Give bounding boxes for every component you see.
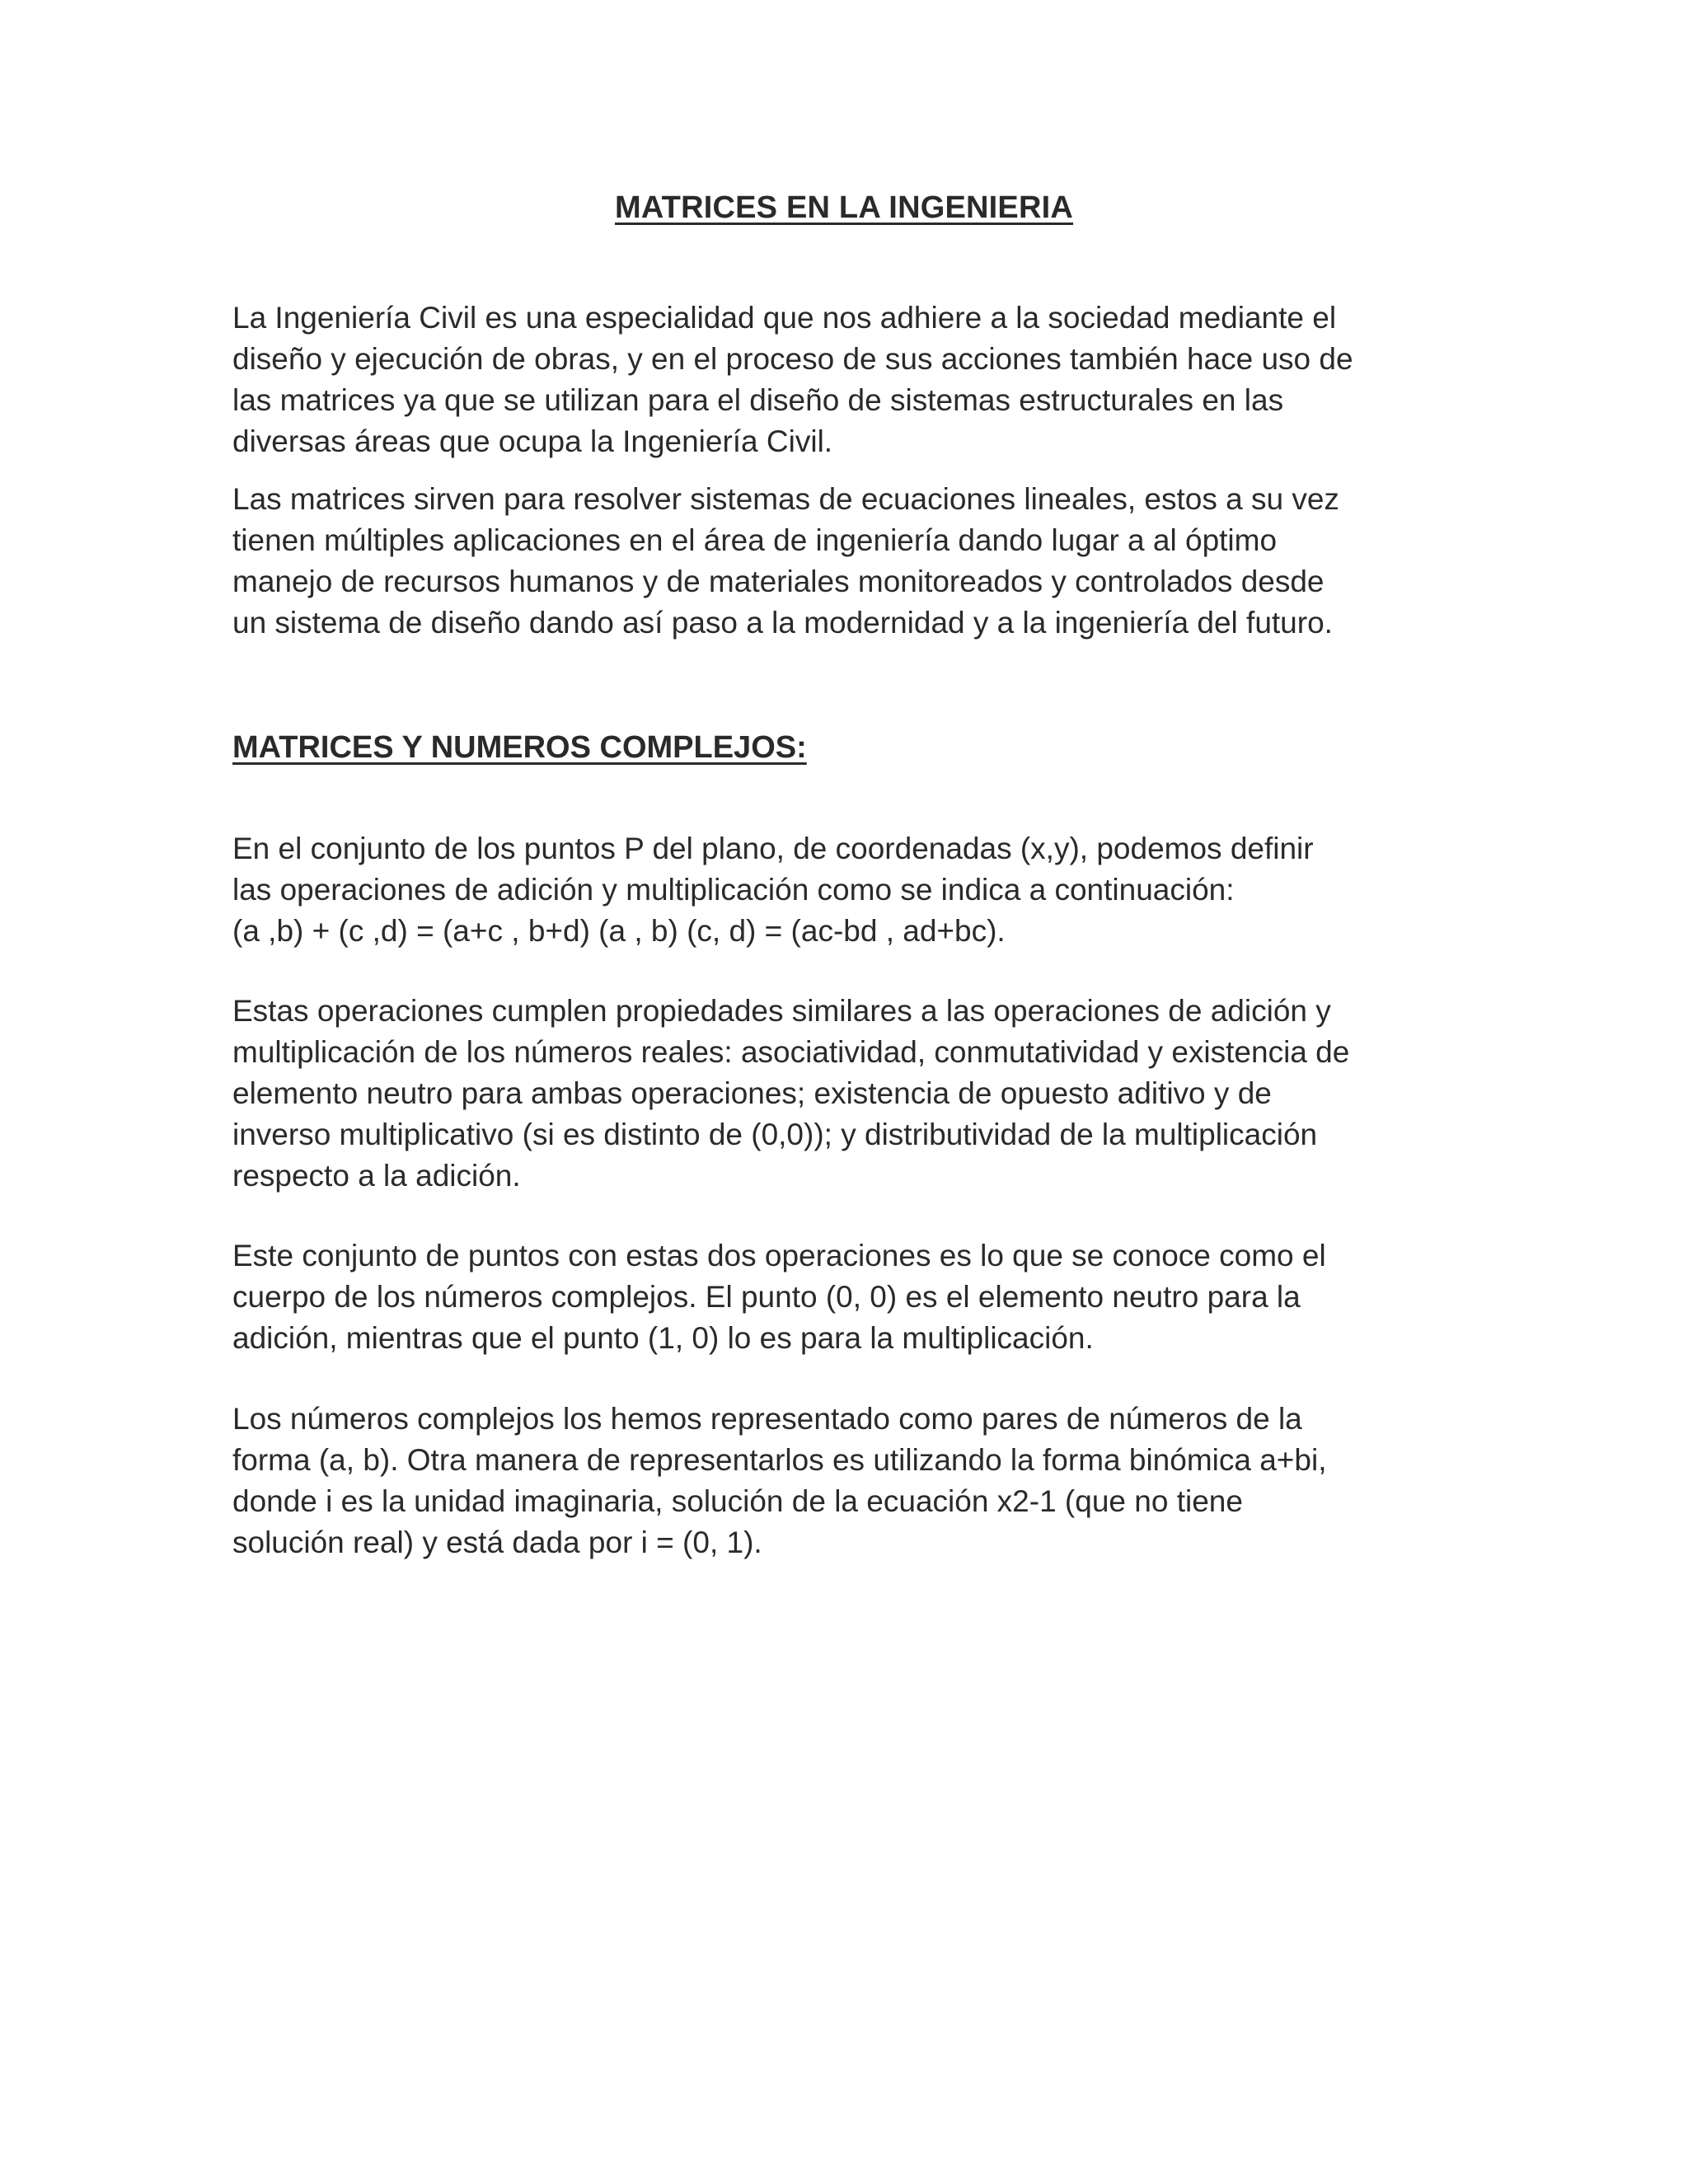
paragraph-line: diversas áreas que ocupa la Ingeniería Civil. xyxy=(232,424,833,458)
paragraph-line: un sistema de diseño dando así paso a la modernidad y a la ingeniería del futuro. xyxy=(232,606,1333,640)
paragraph-line: cuerpo de los números complejos. El punto (0, 0) es el elemento neutro para la xyxy=(232,1280,1301,1314)
paragraph-line: (a ,b) + (c ,d) = (a+c , b+d) (a , b) (c, d) = (ac-bd , ad+bc). xyxy=(232,914,1006,948)
paragraph-line: manejo de recursos humanos y de materiales monitoreados y controlados desde xyxy=(232,565,1325,598)
section-paragraph-1 xyxy=(232,828,1485,952)
section-paragraph-4 xyxy=(232,1399,1485,1563)
paragraph-line: Estas operaciones cumplen propiedades similares a las operaciones de adición y xyxy=(232,994,1331,1028)
document-title xyxy=(0,188,1688,227)
paragraph-line: tienen múltiples aplicaciones en el área de ingeniería dando lugar a al óptimo xyxy=(232,523,1278,557)
paragraph-line: La Ingeniería Civil es una especialidad que nos adhiere a la sociedad mediante el xyxy=(232,301,1337,335)
paragraph-line: Los números complejos los hemos representado como pares de números de la xyxy=(232,1402,1302,1436)
paragraph-line: donde i es la unidad imaginaria, solución de la ecuación x2-1 (que no tiene xyxy=(232,1484,1243,1518)
paragraph-line: adición, mientras que el punto (1, 0) lo es para la multiplicación. xyxy=(232,1321,1094,1355)
paragraph-line: las matrices ya que se utilizan para el diseño de sistemas estructurales en las xyxy=(232,383,1284,417)
document-title-text: MATRICES EN LA INGENIERIA xyxy=(614,190,1074,225)
paragraph-line: forma (a, b). Otra manera de representarlos es utilizando la forma binómica a+bi, xyxy=(232,1443,1327,1477)
paragraph-line: las operaciones de adición y multiplicación como se indica a continuación: xyxy=(232,873,1235,907)
paragraph-line: solución real) y está dada por i = (0, 1). xyxy=(232,1526,762,1559)
section-heading-text: MATRICES Y NUMEROS COMPLEJOS: xyxy=(232,730,807,765)
paragraph-line: diseño y ejecución de obras, y en el proceso de sus acciones también hace uso de xyxy=(232,342,1353,376)
paragraph-line: elemento neutro para ambas operaciones; existencia de opuesto aditivo y de xyxy=(232,1076,1272,1110)
paragraph-line: Este conjunto de puntos con estas dos operaciones es lo que se conoce como el xyxy=(232,1239,1326,1272)
section-paragraph-3 xyxy=(232,1235,1485,1359)
paragraph-line: multiplicación de los números reales: asociatividad, conmutatividad y existencia de xyxy=(232,1035,1350,1069)
paragraph-line: inverso multiplicativo (si es distinto de (0,0)); y distributividad de la multiplicación xyxy=(232,1118,1318,1151)
intro-paragraph-2 xyxy=(232,479,1485,644)
section-heading xyxy=(232,728,807,767)
intro-paragraph-1 xyxy=(232,298,1485,462)
section-paragraph-2 xyxy=(232,991,1485,1197)
paragraph-line: respecto a la adición. xyxy=(232,1159,521,1193)
paragraph-line: En el conjunto de los puntos P del plano, de coordenadas (x,y), podemos definir xyxy=(232,832,1314,865)
paragraph-line: Las matrices sirven para resolver sistemas de ecuaciones lineales, estos a su vez xyxy=(232,482,1339,516)
